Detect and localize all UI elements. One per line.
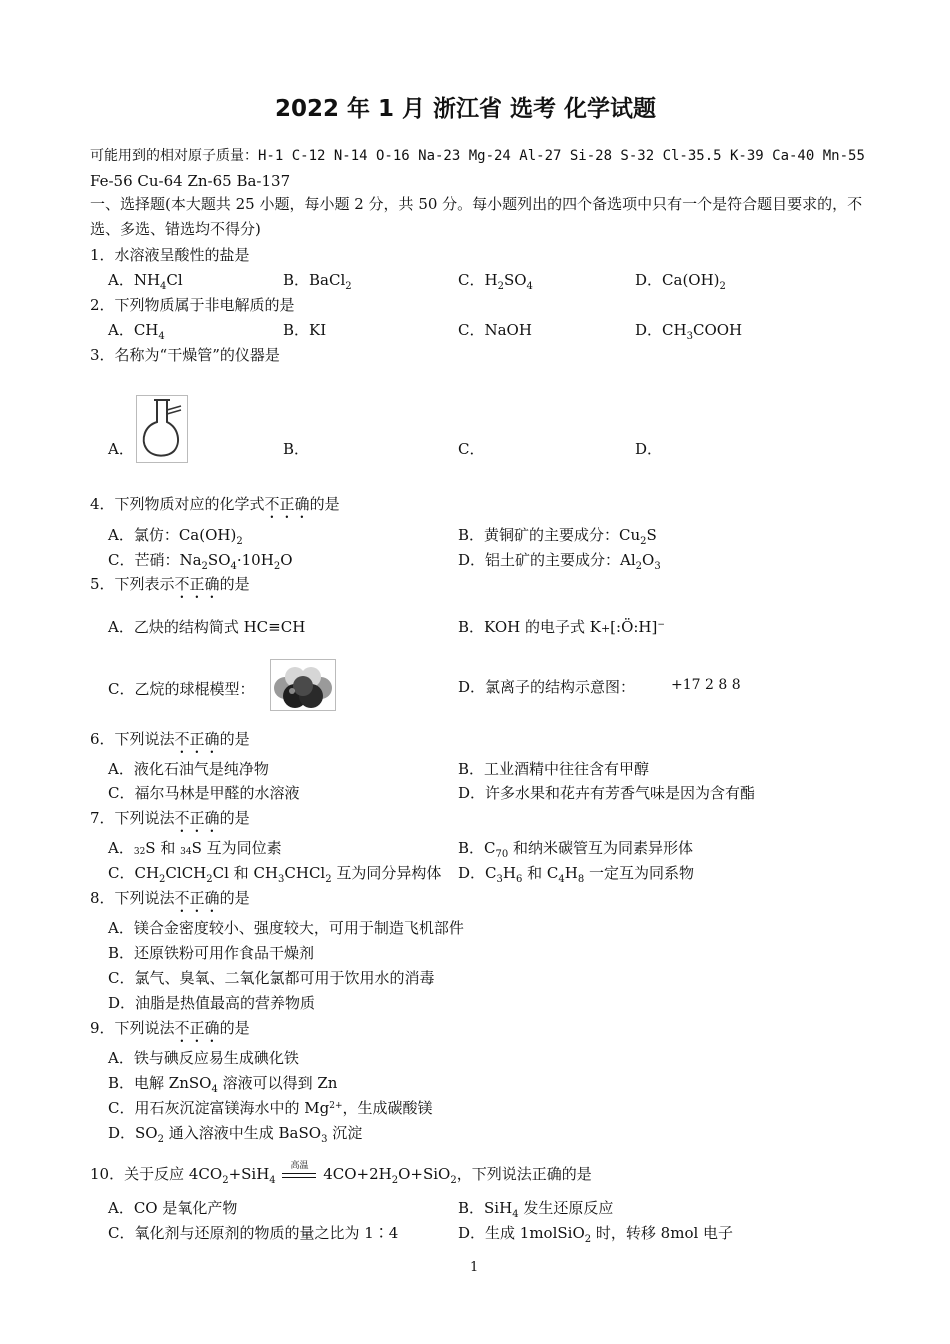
page-number: 1: [470, 1260, 479, 1275]
q3-option-d: D．: [635, 440, 663, 458]
q8-option-d: D．油脂是热值最高的营养物质: [108, 994, 316, 1012]
q1-option-c: C．$H_2SO_4$: [458, 271, 533, 292]
atomic-mass-line-1: 可能用到的相对原子质量：H-1 C-12 N-14 O-16 Na-23 Mg-24 Al-27 Si-28 S-32 Cl-35.5 K-39 Ca-40 Mn-55: [90, 148, 865, 164]
q3-option-c: C．: [458, 440, 485, 458]
q9-option-d: D．$SO_2$ 通入溶液中生成 BaSO$_3$ 沉淀: [108, 1124, 363, 1145]
q3-stem: 3．名称为“干燥管”的仪器是: [90, 346, 280, 364]
q8-option-c: C．氯气、臭氧、二氧化氯都可用于饮用水的消毒: [108, 969, 435, 987]
q10-option-a: A．CO 是氧化产物: [108, 1199, 238, 1217]
flask-image: [136, 395, 188, 463]
q5-option-c: C．乙烷的球棍模型：: [108, 680, 255, 698]
q1-option-b: B．BaCl$_2$: [283, 271, 352, 292]
q3-option-b: B．: [283, 440, 310, 458]
q5-option-b: B．KOH 的电子式 K+[:Ö:H]−: [458, 618, 665, 636]
q9-stem: 9．下列说法不正确的是: [90, 1019, 250, 1037]
section-intro: 一、选择题(本大题共 25 小题，每小题 2 分，共 50 分。每小题列出的四个备选项中只有一个是符合题目要求的，不选、多选、错选均不得分): [90, 195, 863, 238]
q10-stem: 10．关于反应 $4CO_2+SiH_4$ 高温 $4CO+2H_2O+SiO_2$，下列说法正确的是: [90, 1161, 592, 1186]
q8-stem: 8．下列说法不正确的是: [90, 889, 250, 907]
q7-option-a: A．32S 和 34S 互为同位素: [108, 839, 282, 857]
q5-option-d: D．氯离子的结构示意图：: [458, 678, 636, 696]
q4-option-d: D．铝土矿的主要成分：$Al_2O_3$: [458, 551, 661, 572]
ethane-model-image: [270, 659, 336, 711]
q9-option-b: B．电解 ZnSO$_4$ 溶液可以得到 Zn: [108, 1074, 338, 1095]
q6-option-a: A．液化石油气是纯净物: [108, 760, 269, 778]
q6-stem: 6．下列说法不正确的是: [90, 730, 250, 748]
q3-option-a: A．: [108, 440, 134, 458]
q9-option-a: A．铁与碘反应易生成碘化铁: [108, 1049, 299, 1067]
q7-stem: 7．下列说法不正确的是: [90, 809, 250, 827]
q7-option-d: D．$C_3H_6$ 和 $C_4H_8$ 一定互为同系物: [458, 864, 694, 885]
q1-stem: 1．水溶液呈酸性的盐是: [90, 246, 250, 264]
q4-option-b: B．黄铜矿的主要成分：$Cu_2S$: [458, 526, 657, 547]
q10-option-b: B．SiH$_4$ 发生还原反应: [458, 1199, 614, 1220]
q1-option-a: A．$NH_4Cl$: [108, 271, 183, 292]
q2-option-b: B．KI: [283, 321, 327, 339]
q1-option-d: D．$Ca(OH)_2$: [635, 271, 726, 292]
q2-option-c: C．NaOH: [458, 321, 532, 339]
q4-stem: 4．下列物质对应的化学式不正确的是: [90, 495, 340, 513]
q10-option-d: D．生成 1molSiO$_2$ 时，转移 8mol 电子: [458, 1224, 734, 1245]
atomic-mass-line-2: Fe-56 Cu-64 Zn-65 Ba-137: [90, 172, 291, 190]
q10-option-c: C．氧化剂与还原剂的物质的量之比为 1∶4: [108, 1224, 399, 1242]
q2-option-d: D．$CH_3COOH$: [635, 321, 743, 342]
reaction-arrow: 高温: [280, 1165, 318, 1185]
q9-option-c: C．用石灰沉淀富镁海水中的 $Mg^{2+}$，生成碳酸镁: [108, 1099, 433, 1117]
q4-option-a: A．氯仿：$Ca(OH)_2$: [108, 526, 243, 547]
q6-option-b: B．工业酒精中往往含有甲醇: [458, 760, 650, 778]
page-title: 2022 年 1 月 浙江省 选考 化学试题: [275, 96, 657, 122]
q7-option-b: B．$C_{70}$ 和纳米碳管互为同素异形体: [458, 839, 694, 860]
q2-stem: 2．下列物质属于非电解质的是: [90, 296, 295, 314]
q5-option-a: A．乙炔的结构简式 HC≡CH: [108, 618, 306, 636]
q5-stem: 5．下列表示不正确的是: [90, 575, 250, 593]
chloride-ion-structure: +17 2 8 8: [671, 677, 741, 693]
q2-option-a: A．$CH_4$: [108, 321, 165, 342]
q8-option-a: A．镁合金密度较小、强度较大，可用于制造飞机部件: [108, 919, 464, 937]
q6-option-d: D．许多水果和花卉有芳香气味是因为含有酯: [458, 784, 756, 802]
q4-option-c: C．芒硝：$Na_2SO_4\cdot 10H_2O$: [108, 551, 293, 572]
q7-option-c: C．$CH_2ClCH_2Cl$ 和 $CH_3CHCl_2$ 互为同分异构体: [108, 864, 442, 885]
q6-option-c: C．福尔马林是甲醛的水溶液: [108, 784, 300, 802]
q8-option-b: B．还原铁粉可用作食品干燥剂: [108, 944, 315, 962]
